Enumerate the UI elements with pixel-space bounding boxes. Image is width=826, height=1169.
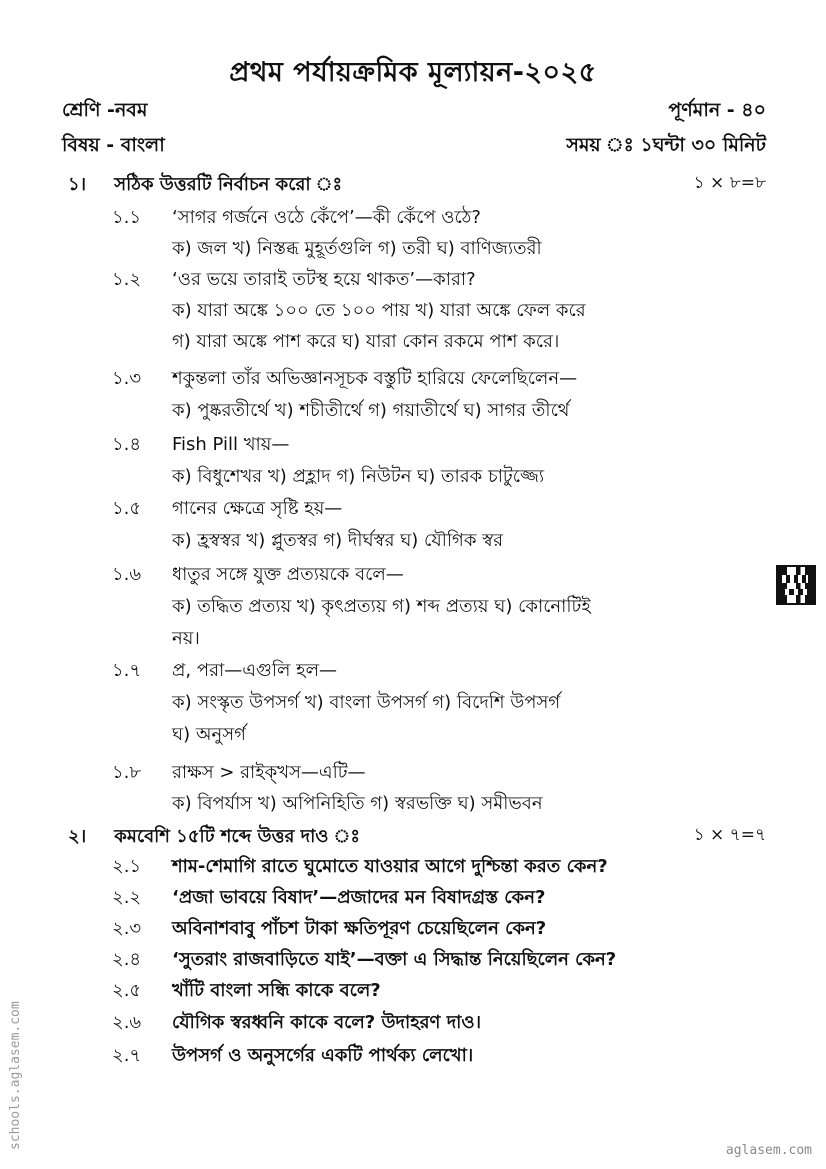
section-instruction: কমবেশি ১৫টি শব্দে উত্তর দাও ঃ: [114, 826, 360, 847]
question-text: প্র, পরা—এগুলি হল—: [172, 660, 338, 681]
subject-label: বিষয় - বাংলা: [62, 134, 165, 156]
question-number: ১.৭: [112, 660, 142, 681]
qr-code-icon: [776, 565, 816, 605]
question-options: ঘ) অনুসর্গ: [172, 724, 246, 745]
bottom-watermark: aglasem.com: [725, 1143, 812, 1158]
question-text: গানের ক্ষেত্রে সৃষ্টি হয়—: [172, 498, 343, 519]
question-options: ক) বিধুশেখর খ) প্রহ্লাদ গ) নিউটন ঘ) তারক চাটুজ্জ্যে: [172, 466, 545, 487]
time-label: সময় ঃ ১ঘন্টা ৩০ মিনিট: [566, 134, 766, 156]
question-options: ক) যারা অঙ্কে ১০০ তে ১০০ পায় খ) যারা অঙ্কে ফেল করে: [172, 300, 586, 321]
question-number: ১.১: [112, 207, 142, 228]
question-text: উপসর্গ ও অনুসর্গের একটি পার্থক্য লেখো।: [172, 1045, 474, 1066]
question-text: ‘প্রজা ভাবয়ে বিষাদ’—প্রজাদের মন বিষাদগ্রস্ত কেন?: [172, 887, 546, 908]
question-text: শকুন্তলা তাঁর অভিজ্ঞানসূচক বস্তুটি হারিয়ে ফেলেছিলেন—: [172, 368, 578, 389]
question-number: ২.৫: [112, 980, 142, 1001]
question-number: ২.৭: [112, 1045, 142, 1066]
section-instruction: সঠিক উত্তরটি নির্বাচন করো ঃ: [114, 174, 343, 195]
question-text: ধাতুর সঙ্গে যুক্ত প্রত্যয়কে বলে—: [172, 564, 404, 585]
question-text: যৌগিক স্বরধ্বনি কাকে বলে? উদাহরণ দাও।: [172, 1012, 482, 1033]
section-number: ১।: [68, 174, 87, 195]
question-number: ১.৪: [112, 434, 142, 455]
question-text: খাঁটি বাংলা সন্ধি কাকে বলে?: [172, 980, 381, 1001]
section-2-header: [68, 822, 766, 853]
side-watermark: schools.aglasem.com: [8, 1001, 23, 1150]
question-number: ১.২: [112, 269, 142, 290]
section-1-header: [68, 170, 766, 201]
question-options: ক) তদ্ধিত প্রত্যয় খ) কৃৎপ্রত্যয় গ) শব্দ প্রত্যয় ঘ) কোনোটিই: [172, 596, 591, 617]
question-number: ১.৫: [112, 498, 142, 519]
section-marks: ১ × ৮=৮: [693, 173, 766, 193]
question-number: ২.৪: [112, 949, 142, 970]
question-text: অবিনাশবাবু পাঁচশ টাকা ক্ষতিপূরণ চেয়েছিলেন কেন?: [172, 918, 547, 939]
question-text: ‘ওর ভয়ে তারাই তটস্থ হয়ে থাকত’—কারা?: [172, 269, 476, 290]
question-number: ১.৩: [112, 368, 142, 389]
question-number: ১.৮: [112, 762, 142, 783]
question-text: Fish Pill খায়—: [172, 434, 290, 455]
exam-title: প্রথম পর্যায়ক্রমিক মূল্যায়ন-২০২৫: [229, 57, 597, 88]
question-number: ২.২: [112, 887, 142, 908]
question-number: ২.৩: [112, 918, 142, 939]
question-number: ১.৬: [112, 564, 142, 585]
full-marks: পূর্ণমান - ৪০: [668, 99, 766, 121]
question-options: ক) পুষ্করতীর্থে খ) শচীতীর্থে গ) গয়াতীর্থে ঘ) সাগর তীর্থে: [172, 400, 570, 421]
question-options: নয়।: [172, 628, 200, 649]
class-label: শ্রেণি -নবম: [62, 99, 148, 121]
question-number: ২.৬: [112, 1012, 142, 1033]
section-marks: ১ × ৭=৭: [693, 825, 766, 845]
question-options: ক) জল খ) নিস্তব্ধ মুহূর্তগুলি গ) তরী ঘ) বাণিজ্যতরী: [172, 238, 542, 259]
question-options: ক) সংস্কৃত উপসর্গ খ) বাংলা উপসর্গ গ) বিদেশি উপসর্গ: [172, 692, 561, 713]
question-text: ‘সাগর গর্জনে ওঠে কেঁপে’—কী কেঁপে ওঠে?: [172, 207, 481, 228]
question-text: ‘সুতরাং রাজবাড়িতে যাই’—বক্তা এ সিদ্ধান্ত নিয়েছিলেন কেন?: [172, 949, 617, 970]
question-options: গ) যারা অঙ্কে পাশ করে ঘ) যারা কোন রকমে পাশ করে।: [172, 331, 560, 352]
question-text: শাম-শেমাগি রাতে ঘুমোতে যাওয়ার আগে দুশ্চিন্তা করত কেন?: [172, 856, 608, 877]
question-options: ক) হ্রস্বস্বর খ) প্লুতস্বর গ) দীর্ঘস্বর ঘ) যৌগিক স্বর: [172, 530, 503, 551]
question-text: রাক্ষস > রাইক্খস—এটি—: [172, 762, 366, 783]
section-number: ২।: [68, 826, 87, 847]
question-options: ক) বিপর্যাস খ) অপিনিহিতি গ) স্বরভক্তি ঘ) সমীভবন: [172, 793, 543, 814]
question-number: ২.১: [112, 856, 142, 877]
